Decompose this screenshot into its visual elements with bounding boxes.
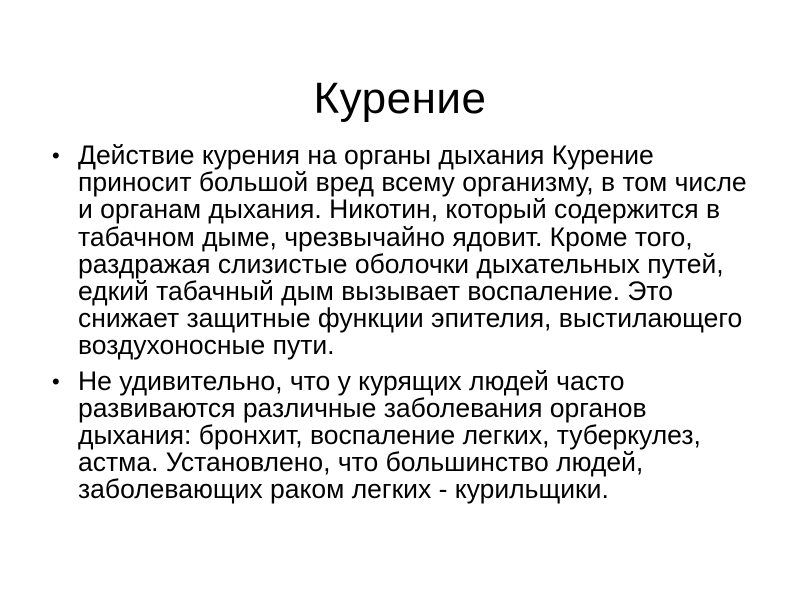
- bullet-item: [48, 365, 760, 505]
- bullet-marker: •: [52, 143, 60, 168]
- bullet-text: Не удивительно, что у курящих людей часто развиваются различные заболевания органов дыхания: бронхит, воспаление легких, туберкулез, астма. Установлено, что большинство людей, заболевающих раком легких - курильщики.: [78, 365, 701, 505]
- bullet-text: Действие курения на органы дыхания Курение приносит большой вред всему организму, в том числе и органам дыхания. Никотин, который содержится в табачном дыме, чрезвычайно ядовит. Кроме того, раздражая слизистые оболочки дыхательных путей, едкий табачный дым вызывает воспаление. Это снижает защитные функции эпителия, выстилающего воздухоносные пути.: [78, 140, 747, 361]
- bullet-marker: •: [52, 368, 60, 394]
- bullet-item: [48, 142, 760, 360]
- slide-title: Курение: [313, 74, 487, 124]
- bullet-list: [48, 142, 760, 512]
